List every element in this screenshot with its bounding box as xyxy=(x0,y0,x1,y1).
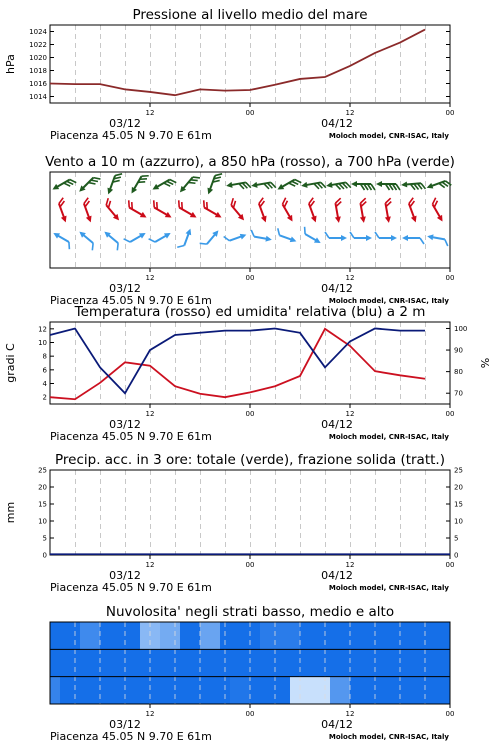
arrow-head xyxy=(265,236,272,243)
cloud-cell xyxy=(250,622,260,649)
wind-10m-arrow xyxy=(300,227,324,246)
wind-850-arrow xyxy=(255,198,272,224)
wind-850-arrow xyxy=(305,198,322,224)
arrow-head xyxy=(186,228,194,236)
y-tick-label: 1020 xyxy=(29,54,47,62)
wind-700-arrow xyxy=(251,179,276,192)
cloud-cell xyxy=(90,622,100,649)
cloud-cell xyxy=(390,649,400,676)
cloud-cell xyxy=(60,649,70,676)
arrow-head xyxy=(290,237,298,245)
x-tick-label: 12 xyxy=(346,561,355,569)
cloud-cell xyxy=(310,649,320,676)
panel-title: Nuvolosita' negli strati basso, medio e alto xyxy=(106,604,394,620)
wind-700-arrow xyxy=(401,180,426,191)
y-tick-label: 20 xyxy=(38,484,47,492)
wind-850-arrow xyxy=(199,200,224,220)
cloud-cell xyxy=(310,622,320,649)
cloud-cell xyxy=(300,649,310,676)
y-axis-label: hPa xyxy=(4,54,17,74)
wind-700-arrow xyxy=(178,172,200,196)
arrow-barb xyxy=(250,230,255,237)
y-tick-label: 10 xyxy=(38,518,47,526)
cloud-cell xyxy=(240,649,250,676)
cloud-cell xyxy=(260,677,270,704)
arrow-head xyxy=(151,184,159,192)
wind-850-arrow xyxy=(357,198,370,223)
cloud-cell xyxy=(410,677,420,704)
cloud-cell xyxy=(130,649,140,676)
cloud-cell xyxy=(290,622,300,649)
y-tick-label: 1014 xyxy=(29,93,47,101)
cloud-cell xyxy=(190,622,200,649)
arrow-head xyxy=(326,182,333,189)
y-axis-label: gradi C xyxy=(4,343,17,383)
model-credit: Moloch model, CNR-ISAC, Italy xyxy=(329,297,450,305)
cloud-cell xyxy=(250,677,260,704)
arrow-barb xyxy=(444,239,449,246)
wind-850-arrow xyxy=(80,198,97,224)
cloud-cell xyxy=(260,622,270,649)
arrow-head xyxy=(190,212,198,220)
cloud-cell xyxy=(60,622,70,649)
arrow-head xyxy=(240,232,248,240)
y-tick-label: 0 xyxy=(43,552,47,560)
x-tick-label: 12 xyxy=(346,410,355,418)
cloud-cell xyxy=(150,649,160,676)
y-tick-label: 5 xyxy=(43,535,47,543)
location-footer: Piacenza 45.05 N 9.70 E 61m xyxy=(50,129,212,142)
wind-850-arrow xyxy=(226,198,248,222)
wind-10m-arrow xyxy=(350,232,372,241)
y-tick-label: 25 xyxy=(38,467,47,475)
arrow-head xyxy=(129,187,137,195)
wind-850-arrow xyxy=(278,198,298,223)
x-tick-label: 00 xyxy=(446,710,455,718)
cloud-cell xyxy=(150,677,160,704)
cloud-cell xyxy=(210,677,220,704)
model-credit: Moloch model, CNR-ISAC, Italy xyxy=(329,733,450,741)
x-tick-label: 00 xyxy=(246,561,255,569)
cloud-cell xyxy=(190,649,200,676)
wind-10m-arrow xyxy=(177,227,193,251)
model-credit: Moloch model, CNR-ISAC, Italy xyxy=(329,433,450,441)
location-footer: Piacenza 45.05 N 9.70 E 61m xyxy=(50,730,212,743)
y-tick-label-right: 5 xyxy=(454,535,458,543)
cloud-cell xyxy=(200,649,210,676)
arrow-head xyxy=(314,237,322,245)
cloud-cell xyxy=(280,677,290,704)
cloud-cell xyxy=(430,649,440,676)
cloud-cell xyxy=(350,649,360,676)
date-label: 04/12 xyxy=(321,282,353,295)
arrow-head xyxy=(401,181,408,188)
wind-850-arrow xyxy=(55,198,72,224)
cloud-cell xyxy=(140,649,150,676)
y-tick-label: 1022 xyxy=(29,41,47,49)
cloud-cell xyxy=(80,649,90,676)
cloud-cell xyxy=(130,677,140,704)
cloud-cell xyxy=(390,677,400,704)
y-tick-label-right: 90 xyxy=(454,347,463,355)
x-tick-label: 12 xyxy=(146,109,155,117)
y-tick-label: 8 xyxy=(43,353,47,361)
arrow-head xyxy=(51,184,59,192)
arrow-head xyxy=(376,181,382,187)
cloud-cell xyxy=(330,622,340,649)
x-tick-label: 12 xyxy=(346,109,355,117)
cloud-cell xyxy=(110,622,120,649)
cloud-cell xyxy=(360,677,370,704)
arrow-barb xyxy=(276,228,282,235)
arrow-head xyxy=(437,215,445,223)
y-axis-label-right: % xyxy=(479,358,492,368)
cloud-cell xyxy=(380,622,390,649)
wind-850-arrow xyxy=(124,200,149,220)
cloud-cell xyxy=(100,622,110,649)
location-footer: Piacenza 45.05 N 9.70 E 61m xyxy=(50,581,212,594)
cloud-cell xyxy=(430,622,440,649)
cloud-cell xyxy=(90,649,100,676)
wind-10m-arrow xyxy=(224,229,248,245)
cloud-cell xyxy=(150,622,160,649)
wind-700-arrow xyxy=(105,171,122,197)
date-label: 03/12 xyxy=(109,569,141,582)
x-tick-label: 12 xyxy=(146,710,155,718)
cloud-cell xyxy=(100,649,110,676)
arrow-barb xyxy=(89,243,96,250)
cloud-cell xyxy=(410,622,420,649)
arrow-head xyxy=(411,216,419,224)
wind-700-arrow xyxy=(276,175,301,195)
x-tick-label: 00 xyxy=(246,710,255,718)
y-tick-label: 4 xyxy=(43,380,48,388)
y-tick-label: 12 xyxy=(38,325,47,333)
arrow-barb xyxy=(149,237,155,244)
date-label: 03/12 xyxy=(109,418,141,431)
x-tick-label: 00 xyxy=(246,109,255,117)
wind-850-arrow xyxy=(174,200,199,220)
y-tick-label-right: 10 xyxy=(454,518,463,526)
cloud-cell xyxy=(160,622,170,649)
cloud-cell xyxy=(110,677,120,704)
cloud-cell xyxy=(340,649,350,676)
cloud-cell xyxy=(440,649,450,676)
arrow-head xyxy=(52,230,60,238)
arrow-head xyxy=(215,212,223,220)
date-label: 03/12 xyxy=(109,718,141,731)
wind-10m-arrow xyxy=(250,230,273,243)
x-tick-label: 00 xyxy=(446,410,455,418)
arrow-head xyxy=(251,182,258,189)
wind-850-arrow xyxy=(332,198,345,223)
cloud-cell xyxy=(250,649,260,676)
cloud-cell xyxy=(380,649,390,676)
wind-10m-arrow xyxy=(402,235,424,244)
cloud-cell xyxy=(110,649,120,676)
wind-700-arrow xyxy=(301,179,326,192)
cloud-cell xyxy=(50,649,60,676)
arrow-head xyxy=(366,235,372,241)
wind-850-arrow xyxy=(405,198,422,224)
y-tick-label-right: 100 xyxy=(454,325,467,333)
y-tick-label: 1024 xyxy=(29,28,47,36)
wind-10m-arrow xyxy=(149,228,173,247)
y-tick-label-right: 25 xyxy=(454,467,463,475)
cloud-cell xyxy=(340,622,350,649)
panel-title: Vento a 10 m (azzurro), a 850 hPa (rosso), a 700 hPa (verde) xyxy=(45,154,455,170)
arrow-head xyxy=(301,182,308,189)
x-tick-label: 00 xyxy=(446,274,455,282)
wind-700-arrow xyxy=(426,177,452,194)
y-tick-label-right: 0 xyxy=(454,552,458,560)
cloud-cell xyxy=(190,677,200,704)
date-label: 03/12 xyxy=(109,282,141,295)
cloud-cell xyxy=(90,677,100,704)
x-tick-label: 00 xyxy=(446,561,455,569)
wind-700-arrow xyxy=(51,175,76,195)
cloud-cell xyxy=(340,677,350,704)
arrow-head xyxy=(61,216,69,224)
date-label: 04/12 xyxy=(321,718,353,731)
arrow-head xyxy=(226,182,233,189)
arrow-head xyxy=(311,216,319,224)
wind-10m-arrow xyxy=(426,233,449,246)
cloud-cell xyxy=(130,622,140,649)
wind-10m-arrow xyxy=(375,232,397,241)
cloud-cell xyxy=(280,649,290,676)
x-tick-label: 12 xyxy=(346,274,355,282)
cloud-cell xyxy=(240,677,250,704)
cloud-cell xyxy=(380,677,390,704)
wind-10m-arrow xyxy=(200,226,221,249)
wind-850-arrow xyxy=(101,198,123,222)
y-tick-label-right: 15 xyxy=(454,501,463,509)
arrow-barb xyxy=(124,237,130,244)
cloud-cell xyxy=(360,649,370,676)
cloud-cell xyxy=(160,677,170,704)
date-label: 04/12 xyxy=(321,117,353,130)
wind-10m-arrow xyxy=(124,228,148,247)
arrow-barb xyxy=(114,243,121,250)
arrow-head xyxy=(426,183,434,191)
y-tick-label: 10 xyxy=(38,339,47,347)
arrow-barb xyxy=(177,243,184,249)
y-tick-label: 6 xyxy=(43,366,48,374)
arrow-head xyxy=(391,235,397,241)
cloud-cell xyxy=(400,677,410,704)
wind-10m-arrow xyxy=(50,230,74,249)
wind-850-arrow xyxy=(149,200,174,220)
plot-frame xyxy=(50,470,450,555)
cloud-cell xyxy=(210,622,220,649)
y-tick-label-right: 80 xyxy=(454,368,463,376)
arrow-head xyxy=(165,212,173,220)
cloud-cell xyxy=(80,677,90,704)
cloud-cell xyxy=(350,622,360,649)
cloud-cell xyxy=(260,649,270,676)
plot-frame xyxy=(50,25,450,103)
cloud-cell xyxy=(160,649,170,676)
cloud-cell xyxy=(400,622,410,649)
cloud-cell xyxy=(440,677,450,704)
cloud-cell xyxy=(240,622,250,649)
arrow-head xyxy=(205,188,213,196)
cloud-cell xyxy=(400,649,410,676)
arrow-head xyxy=(105,188,113,196)
wind-700-arrow xyxy=(77,173,100,196)
date-label: 03/12 xyxy=(109,117,141,130)
x-tick-label: 12 xyxy=(146,561,155,569)
arrow-barb xyxy=(224,235,230,242)
arrow-head xyxy=(402,235,408,241)
arrow-head xyxy=(139,230,147,238)
arrow-head xyxy=(261,216,269,224)
panel-title: Temperatura (rosso) ed umidita' relativa (blu) a 2 m xyxy=(74,304,426,320)
panel-title: Pressione al livello medio del mare xyxy=(132,7,367,23)
date-label: 04/12 xyxy=(321,569,353,582)
arrow-head xyxy=(351,181,357,187)
y-tick-label: 1018 xyxy=(29,67,47,75)
y-tick-label-right: 20 xyxy=(454,484,463,492)
cloud-cell xyxy=(200,622,210,649)
wind-700-arrow xyxy=(351,181,375,190)
wind-700-arrow xyxy=(205,171,222,197)
wind-10m-arrow xyxy=(275,228,299,244)
cloud-cell xyxy=(290,677,300,704)
wind-850-arrow xyxy=(382,198,395,223)
cloud-cell xyxy=(300,677,310,704)
arrow-head xyxy=(140,212,148,220)
cloud-cell xyxy=(330,677,340,704)
cloud-cell xyxy=(230,677,240,704)
model-credit: Moloch model, CNR-ISAC, Italy xyxy=(329,132,450,140)
arrow-head xyxy=(341,235,347,241)
arrow-head xyxy=(276,184,284,192)
wind-10m-arrow xyxy=(100,229,123,250)
arrow-barb xyxy=(66,242,72,249)
temperature-line xyxy=(50,329,425,399)
model-credit: Moloch model, CNR-ISAC, Italy xyxy=(329,584,450,592)
cloud-cell xyxy=(330,649,340,676)
wind-10m-arrow xyxy=(75,229,98,250)
cloud-cell xyxy=(140,622,150,649)
arrow-head xyxy=(385,216,392,223)
location-footer: Piacenza 45.05 N 9.70 E 61m xyxy=(50,294,212,307)
wind-10m-arrow xyxy=(325,232,347,241)
arrow-head xyxy=(335,216,342,223)
cloud-cell xyxy=(440,622,450,649)
y-tick-label: 2 xyxy=(43,394,47,402)
wind-700-arrow xyxy=(151,175,176,195)
arrow-head xyxy=(360,216,367,223)
wind-850-arrow xyxy=(428,198,448,223)
cloud-cell xyxy=(180,677,190,704)
arrow-barb xyxy=(420,238,424,244)
cloud-cell xyxy=(310,677,320,704)
cloud-cell xyxy=(50,677,60,704)
cloud-cell xyxy=(180,649,190,676)
wind-700-arrow xyxy=(129,171,149,196)
cloud-cell xyxy=(100,677,110,704)
arrow-head xyxy=(427,233,434,240)
wind-700-arrow xyxy=(376,181,400,190)
x-tick-label: 00 xyxy=(246,274,255,282)
location-footer: Piacenza 45.05 N 9.70 E 61m xyxy=(50,430,212,443)
arrow-barb xyxy=(302,227,308,234)
wind-700-arrow xyxy=(326,179,351,192)
y-axis-label: mm xyxy=(4,502,17,523)
arrow-barb xyxy=(215,172,222,178)
cloud-cell xyxy=(360,622,370,649)
x-tick-label: 12 xyxy=(146,410,155,418)
arrow-head xyxy=(287,215,295,223)
cloud-cell xyxy=(180,622,190,649)
cloud-cell xyxy=(410,649,420,676)
date-label: 04/12 xyxy=(321,418,353,431)
cloud-cell xyxy=(390,622,400,649)
cloud-cell xyxy=(140,677,150,704)
y-tick-label: 1016 xyxy=(29,80,47,88)
cloud-cell xyxy=(50,622,60,649)
x-tick-label: 00 xyxy=(446,109,455,117)
x-tick-label: 12 xyxy=(146,274,155,282)
y-tick-label-right: 70 xyxy=(454,390,463,398)
cloud-cell xyxy=(230,622,240,649)
x-tick-label: 00 xyxy=(246,410,255,418)
cloud-cell xyxy=(230,649,240,676)
wind-700-arrow xyxy=(226,179,251,192)
arrow-barb xyxy=(115,172,122,178)
cloud-cell xyxy=(300,622,310,649)
cloud-cell xyxy=(430,677,440,704)
cloud-cell xyxy=(60,677,70,704)
cloud-cell xyxy=(350,677,360,704)
x-tick-label: 12 xyxy=(346,710,355,718)
cloud-cell xyxy=(80,622,90,649)
cloud-cell xyxy=(280,622,290,649)
cloud-cell xyxy=(290,649,300,676)
pressure-line xyxy=(50,30,425,96)
cloud-cell xyxy=(200,677,210,704)
cloud-cell xyxy=(210,649,220,676)
panel-title: Precip. acc. in 3 ore: totale (verde), frazione solida (tratt.) xyxy=(55,452,445,468)
y-tick-label: 15 xyxy=(38,501,47,509)
arrow-head xyxy=(164,230,172,238)
arrow-head xyxy=(86,216,94,224)
humidity-line xyxy=(50,328,425,393)
